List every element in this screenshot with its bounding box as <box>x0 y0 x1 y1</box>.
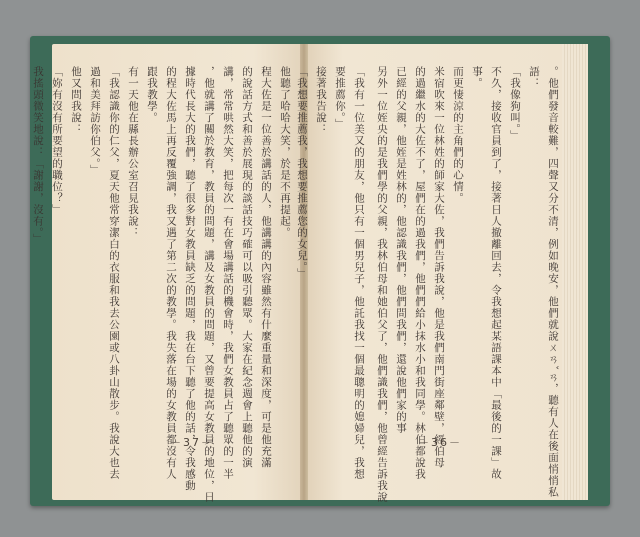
text-column: 據時代長大的我們，聽了很多對女教員缺乏的問題，我在台下聽了他的話，令我感動 <box>184 66 196 492</box>
text-column: 過和美拜訪你伯父。」 <box>89 66 101 176</box>
text-column: 我搖頭微笑地說：「謝謝，沒有。」 <box>32 66 44 245</box>
text-column: 他又問我說： <box>70 66 82 135</box>
text-column: 要推薦你。」 <box>334 66 346 130</box>
text-column: 接著我告說： <box>315 66 327 135</box>
text-column: 「我想要推薦我，我想要推薦您的女兒。」 <box>296 66 308 280</box>
text-column: 的過繼水的大佐不了，屋們在的過我們，他們們給小抹水小和我同學。林伯都說我 <box>414 66 426 480</box>
text-column: 「我有一位美又的朋友，他只有一個男兒子，他託我找一個最聰明的媳婦兒，我想 <box>353 66 365 480</box>
text-column: 已經的父親，他姪是姓林的，他認識我們，他們問我們，還說他們家的事 <box>395 66 407 434</box>
text-column: 「妳有沒有所要望的職位？」 <box>51 66 63 216</box>
text-column: 他聽了哈哈大笑，於是不再提起。 <box>279 66 291 239</box>
page-edges <box>562 44 588 500</box>
text-column: 不久，接收官員到了，接著日人撤離回去，令我想起某語課本中「最後的一課」故 <box>490 66 502 480</box>
text-column: 講，常常哄然大笑，把每次一有在會場講話的機會時，我們女教員占了聽眾的一半 <box>222 66 234 480</box>
text-column: ，他就講了關於教育，教員的問題，講及女教員的問題，又曾要提高女教員的地位，日 <box>203 66 215 503</box>
text-column: 另外一位姪央的是我們學的父親，我林伯母和她伯父了，他們識我們，他曾經告訴我說 <box>376 66 388 503</box>
page-number: －37－ <box>170 436 214 449</box>
text-column: 語： <box>528 66 540 89</box>
text-column: 的程大佐馬上再反覆強調，我又遇了第二次的教學。我失落在場的女教員都沒有人 <box>165 66 177 480</box>
text-column: 「我認識你的仁父，夏天他常穿潔白的衣服和我去公園或八卦山散步。我說大也去 <box>108 66 120 480</box>
text-column: 程大佐是一位善於講話的人，他講講的內容雖然有什麼重量和深度，可是他充滿 <box>260 66 272 469</box>
page-number: －36－ <box>418 436 462 449</box>
text-column: 「我像狗叫。」 <box>509 66 521 142</box>
text-column: 事。 <box>471 66 483 89</box>
text-column: 有一天他在縣長辦公室召見我說： <box>127 66 139 239</box>
text-column: 米宿吹來一位林姓的師家大佐，我們告訴我說，他是我們南門街座鄰壁，經伯母 <box>433 66 445 469</box>
text-column: 的說話方式和善於展現的談話技巧確可以吸引聽眾。大家在紀念週會上聽他的演 <box>241 66 253 469</box>
text-column: 而更悽涼的主角們的心情。 <box>452 66 464 204</box>
text-column: 跟我教學。 <box>146 66 158 124</box>
text-column: 。他們發音較難，四聲又分不清，例如晚安，他們就說ㄨㄢˇㄢ，聽有人在後面悄悄私 <box>547 66 559 498</box>
